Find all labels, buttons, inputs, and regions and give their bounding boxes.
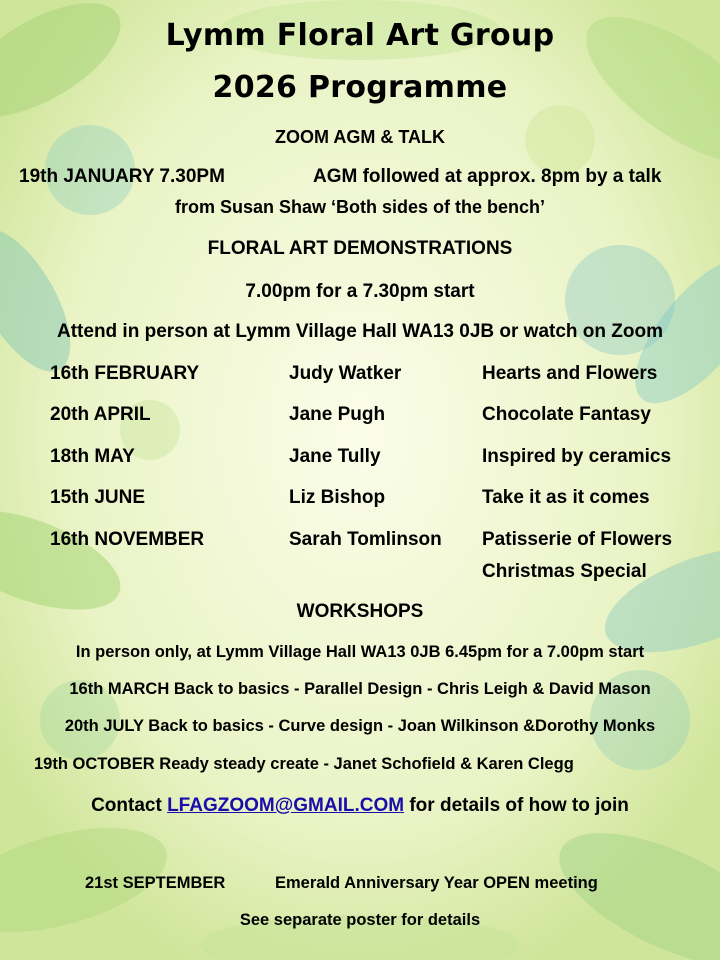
demonstrations-venue: Attend in person at Lymm Village Hall WA13 0JB or watch on Zoom [57, 321, 663, 342]
demo-demonstrator: Sarah Tomlinson [289, 529, 442, 550]
workshops-heading: WORKSHOPS [296, 601, 424, 622]
demo-title: Chocolate Fantasy [482, 404, 651, 425]
demo-title: Hearts and Flowers [482, 363, 658, 384]
agm-talk-line: from Susan Shaw ‘Both sides of the bench’ [174, 197, 546, 217]
demo-row-continued [0, 561, 720, 589]
demo-title: Inspired by ceramics [482, 446, 672, 467]
open-meeting-description: Emerald Anniversary Year OPEN meeting [275, 874, 598, 892]
demonstrations-time: 7.00pm for a 7.30pm start [245, 281, 475, 302]
demo-demonstrator: Liz Bishop [289, 487, 386, 508]
demo-date: 18th MAY [50, 446, 135, 467]
demo-demonstrator: Jane Tully [289, 446, 381, 467]
agm-heading: ZOOM AGM & TALK [275, 127, 445, 147]
contact-email-link[interactable]: LFAGZOOM@GMAIL.COM [167, 795, 405, 816]
group-title: Lymm Floral Art Group [165, 18, 555, 53]
contact-prefix: Contact [91, 795, 168, 816]
demo-demonstrator: Judy Watker [289, 363, 402, 384]
demo-demonstrator: Jane Pugh [289, 404, 386, 425]
demo-title: Patisserie of Flowers [482, 529, 673, 550]
contact-suffix: for details of how to join [404, 795, 629, 816]
demo-date: 16th FEBRUARY [50, 363, 200, 384]
workshop-item: 19th OCTOBER Ready steady create - Janet Schofield & Karen Clegg [34, 755, 574, 773]
demo-title-line2: Christmas Special [482, 561, 647, 582]
agm-date: 19th JANUARY 7.30PM [19, 166, 225, 187]
agm-description: AGM followed at approx. 8pm by a talk [313, 166, 662, 187]
demo-title: Take it as it comes [482, 487, 650, 508]
demo-row [0, 446, 720, 474]
workshop-item: 20th JULY Back to basics - Curve design - Joan Wilkinson &Dorothy Monks [64, 717, 656, 735]
programme-year-title: 2026 Programme [212, 70, 508, 105]
open-meeting-date: 21st SEPTEMBER [85, 874, 226, 892]
open-meeting-note: See separate poster for details [239, 911, 481, 929]
demo-row [0, 404, 720, 432]
workshops-venue: In person only, at Lymm Village Hall WA13 0JB 6.45pm for a 7.00pm start [75, 643, 645, 661]
demo-date: 15th JUNE [50, 487, 146, 508]
demo-date: 16th NOVEMBER [50, 529, 205, 550]
workshop-item: 16th MARCH Back to basics - Parallel Design - Chris Leigh & David Mason [69, 680, 651, 698]
demonstrations-heading: FLORAL ART DEMONSTRATIONS [207, 238, 513, 259]
demo-row [0, 363, 720, 391]
demo-row [0, 529, 720, 557]
demo-row [0, 487, 720, 515]
contact-line [0, 795, 720, 817]
demo-date: 20th APRIL [50, 404, 151, 425]
